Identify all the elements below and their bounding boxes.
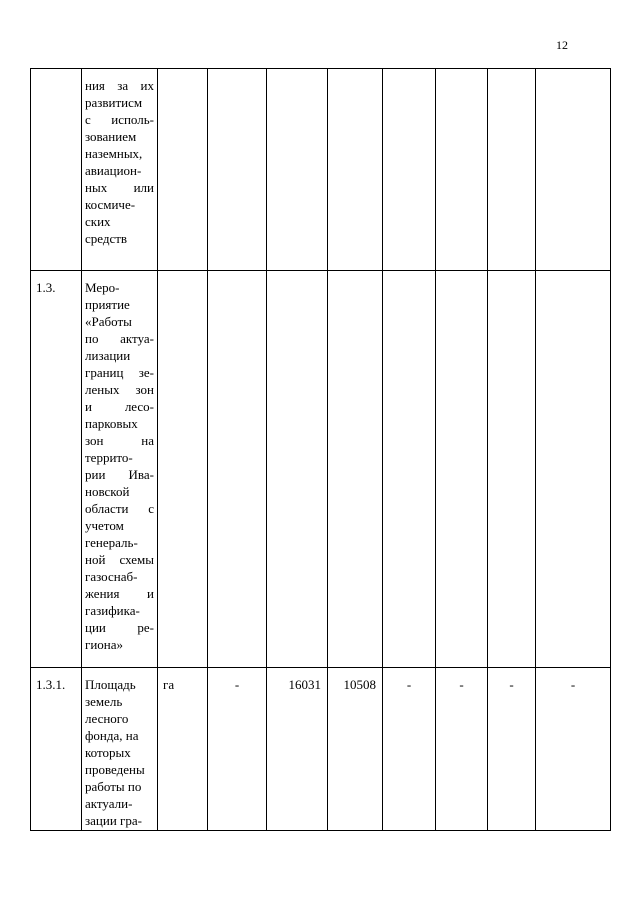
value-cell: - [536,668,611,831]
value-cell [536,69,611,271]
name-line: жения и [85,586,154,601]
value-cell [267,69,328,271]
table-row [31,69,611,271]
name-line: лесного [85,711,129,726]
row-number-cell: 1.3. [31,271,82,668]
value-cell [436,271,488,668]
row-number-cell [31,69,82,271]
value-cell: - [383,668,436,831]
name-line: по актуа- [85,331,154,346]
value-cell: - [488,668,536,831]
unit-cell [158,271,208,668]
name-line: леных зон [85,382,154,397]
value-cell [208,69,267,271]
value-cell: 10508 [328,668,383,831]
name-line: газифика- [85,603,140,618]
name-line: зации гра- [85,813,142,828]
name-line: фонда, на [85,728,139,743]
name-line: области с [85,501,154,516]
name-line: зованием [85,129,137,144]
name-line: наземных, [85,146,143,161]
name-line: генераль- [85,535,138,550]
name-line: земель [85,694,123,709]
name-line: авиацион- [85,163,142,178]
name-line: «Работы [85,314,132,329]
name-line: проведены [85,762,145,777]
name-line: ных или [85,180,154,195]
value-cell [328,69,383,271]
name-line: с исполь- [85,112,154,127]
name-line: приятие [85,297,130,312]
name-line: учетом [85,518,124,533]
row-name-cell [82,668,158,831]
row-name-cell [82,69,158,271]
value-cell [267,271,328,668]
name-line: ния за их [85,78,154,93]
value-cell [488,271,536,668]
value-cell: - [208,668,267,831]
table-row [31,271,611,668]
unit-cell [158,69,208,271]
value-cell [208,271,267,668]
name-line: парковых [85,416,138,431]
name-line: которых [85,745,131,760]
row-name-cell [82,271,158,668]
name-line: Площадь [85,677,136,692]
row-number-cell: 1.3.1. [31,668,82,831]
name-line: Меро- [85,280,120,295]
name-line: гиона» [85,637,124,652]
value-cell [383,69,436,271]
value-cell [328,271,383,668]
value-cell [536,271,611,668]
value-cell: 16031 [267,668,328,831]
name-line: актуали- [85,796,133,811]
name-line: ских [85,214,111,229]
page-number: 12 [556,38,568,52]
name-line: рии Ива- [85,467,154,482]
name-line: ной схемы [85,552,154,567]
name-line: зон на [85,433,154,448]
name-line: развитисм [85,95,143,110]
value-cell [383,271,436,668]
name-line: и лесо- [85,399,154,414]
name-line: террито- [85,450,133,465]
name-line: ции ре- [85,620,154,635]
name-line: границ зе- [85,365,154,380]
value-cell [488,69,536,271]
value-cell [436,69,488,271]
name-line: работы по [85,779,142,794]
table-row [31,668,611,831]
name-line: средств [85,231,128,246]
indicators-table [30,68,611,831]
unit-cell: га [158,668,208,831]
name-line: новской [85,484,130,499]
value-cell: - [436,668,488,831]
name-line: лизации [85,348,131,363]
name-line: космиче- [85,197,136,212]
name-line: газоснаб- [85,569,138,584]
